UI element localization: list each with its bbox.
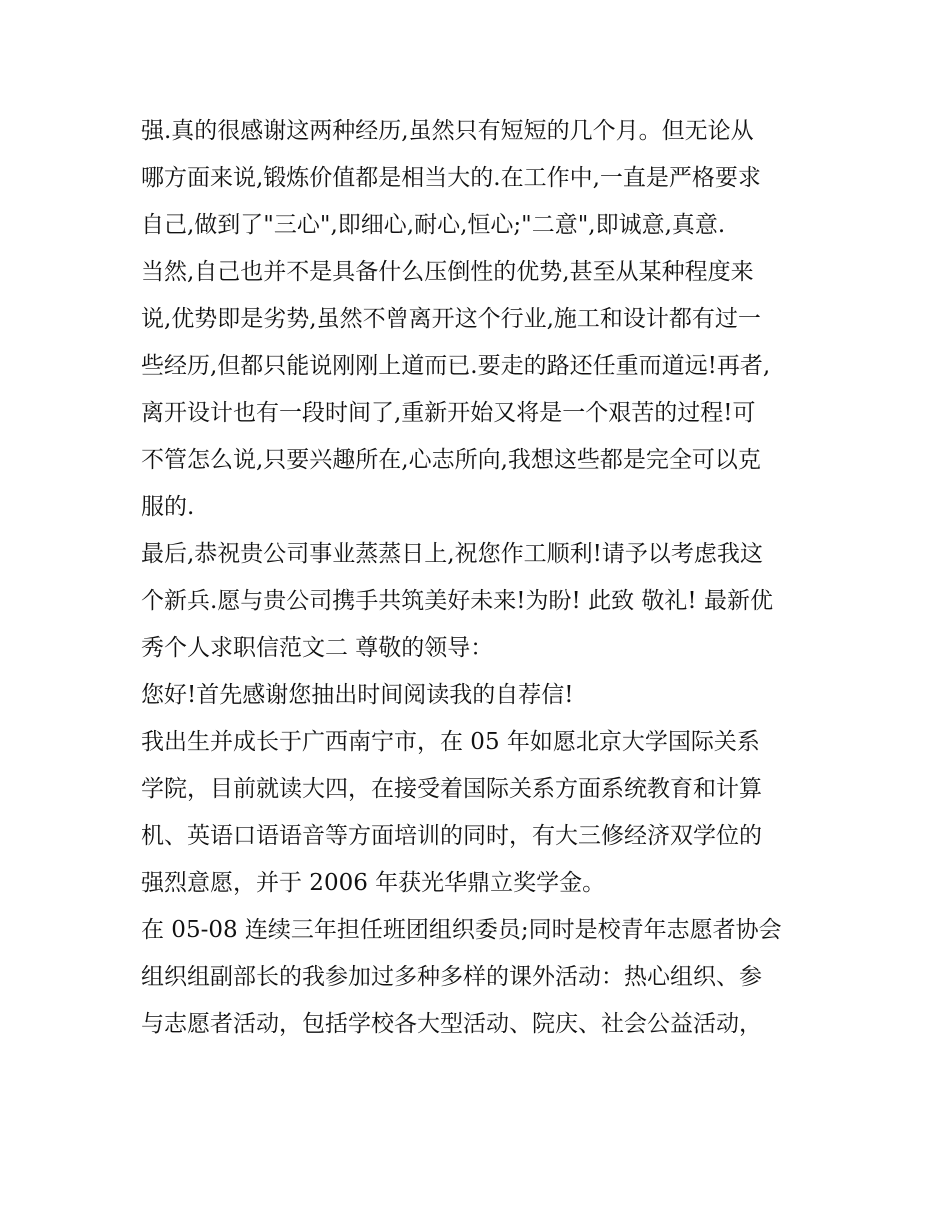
text-line: 不管怎么说,只要兴趣所在,心志所向,我想这些都是完全可以克 [141,447,761,473]
text-line: 个新兵.愿与贵公司携手共筑美好未来!为盼! 此致 敬礼! 最新优 [141,588,773,614]
text-line: 学院，目前就读大四，在接受着国际关系方面系统教育和计算 [141,776,762,802]
text-line: 自己,做到了"三心",即细心,耐心,恒心;"二意",即诚意,真意. [141,212,726,238]
text-line: 组织组副部长的我参加过多种多样的课外活动：热心组织、参 [141,964,762,990]
text-line: 哪方面来说,锻炼价值都是相当大的.在工作中,一直是严格要求 [141,165,761,191]
text-line: 机、英语口语语音等方面培训的同时，有大三修经济双学位的 [141,823,762,849]
text-line: 您好!首先感谢您抽出时间阅读我的自荐信! [141,682,574,708]
text-line: 与志愿者活动，包括学校各大型活动、院庆、社会公益活动， [141,1011,762,1037]
text-line: 服的. [141,494,195,520]
text-line: 当然,自己也并不是具备什么压倒性的优势,甚至从某种程度来 [141,259,754,285]
document-body [141,108,811,1048]
text-line: 些经历,但都只能说刚刚上道而已.要走的路还任重而道远!再者, [141,353,771,379]
text-line: 在 05-08 连续三年担任班团组织委员;同时是校青年志愿者协会 [141,917,782,943]
text-line: 秀个人求职信范文二 尊敬的领导： [141,635,494,661]
text-line: 离开设计也有一段时间了,重新开始又将是一个艰苦的过程!可 [141,400,756,426]
text-line: 我出生并成长于广西南宁市，在 05 年如愿北京大学国际关系 [141,729,760,755]
text-line: 强.真的很感谢这两种经历,虽然只有短短的几个月。但无论从 [141,118,754,144]
text-line: 说,优势即是劣势,虽然不曾离开这个行业,施工和设计都有过一 [141,306,761,332]
text-line: 最后,恭祝贵公司事业蒸蒸日上,祝您作工顺利!请予以考虑我这 [141,541,763,567]
text-line: 强烈意愿，并于 2006 年获光华鼎立奖学金。 [141,870,606,896]
